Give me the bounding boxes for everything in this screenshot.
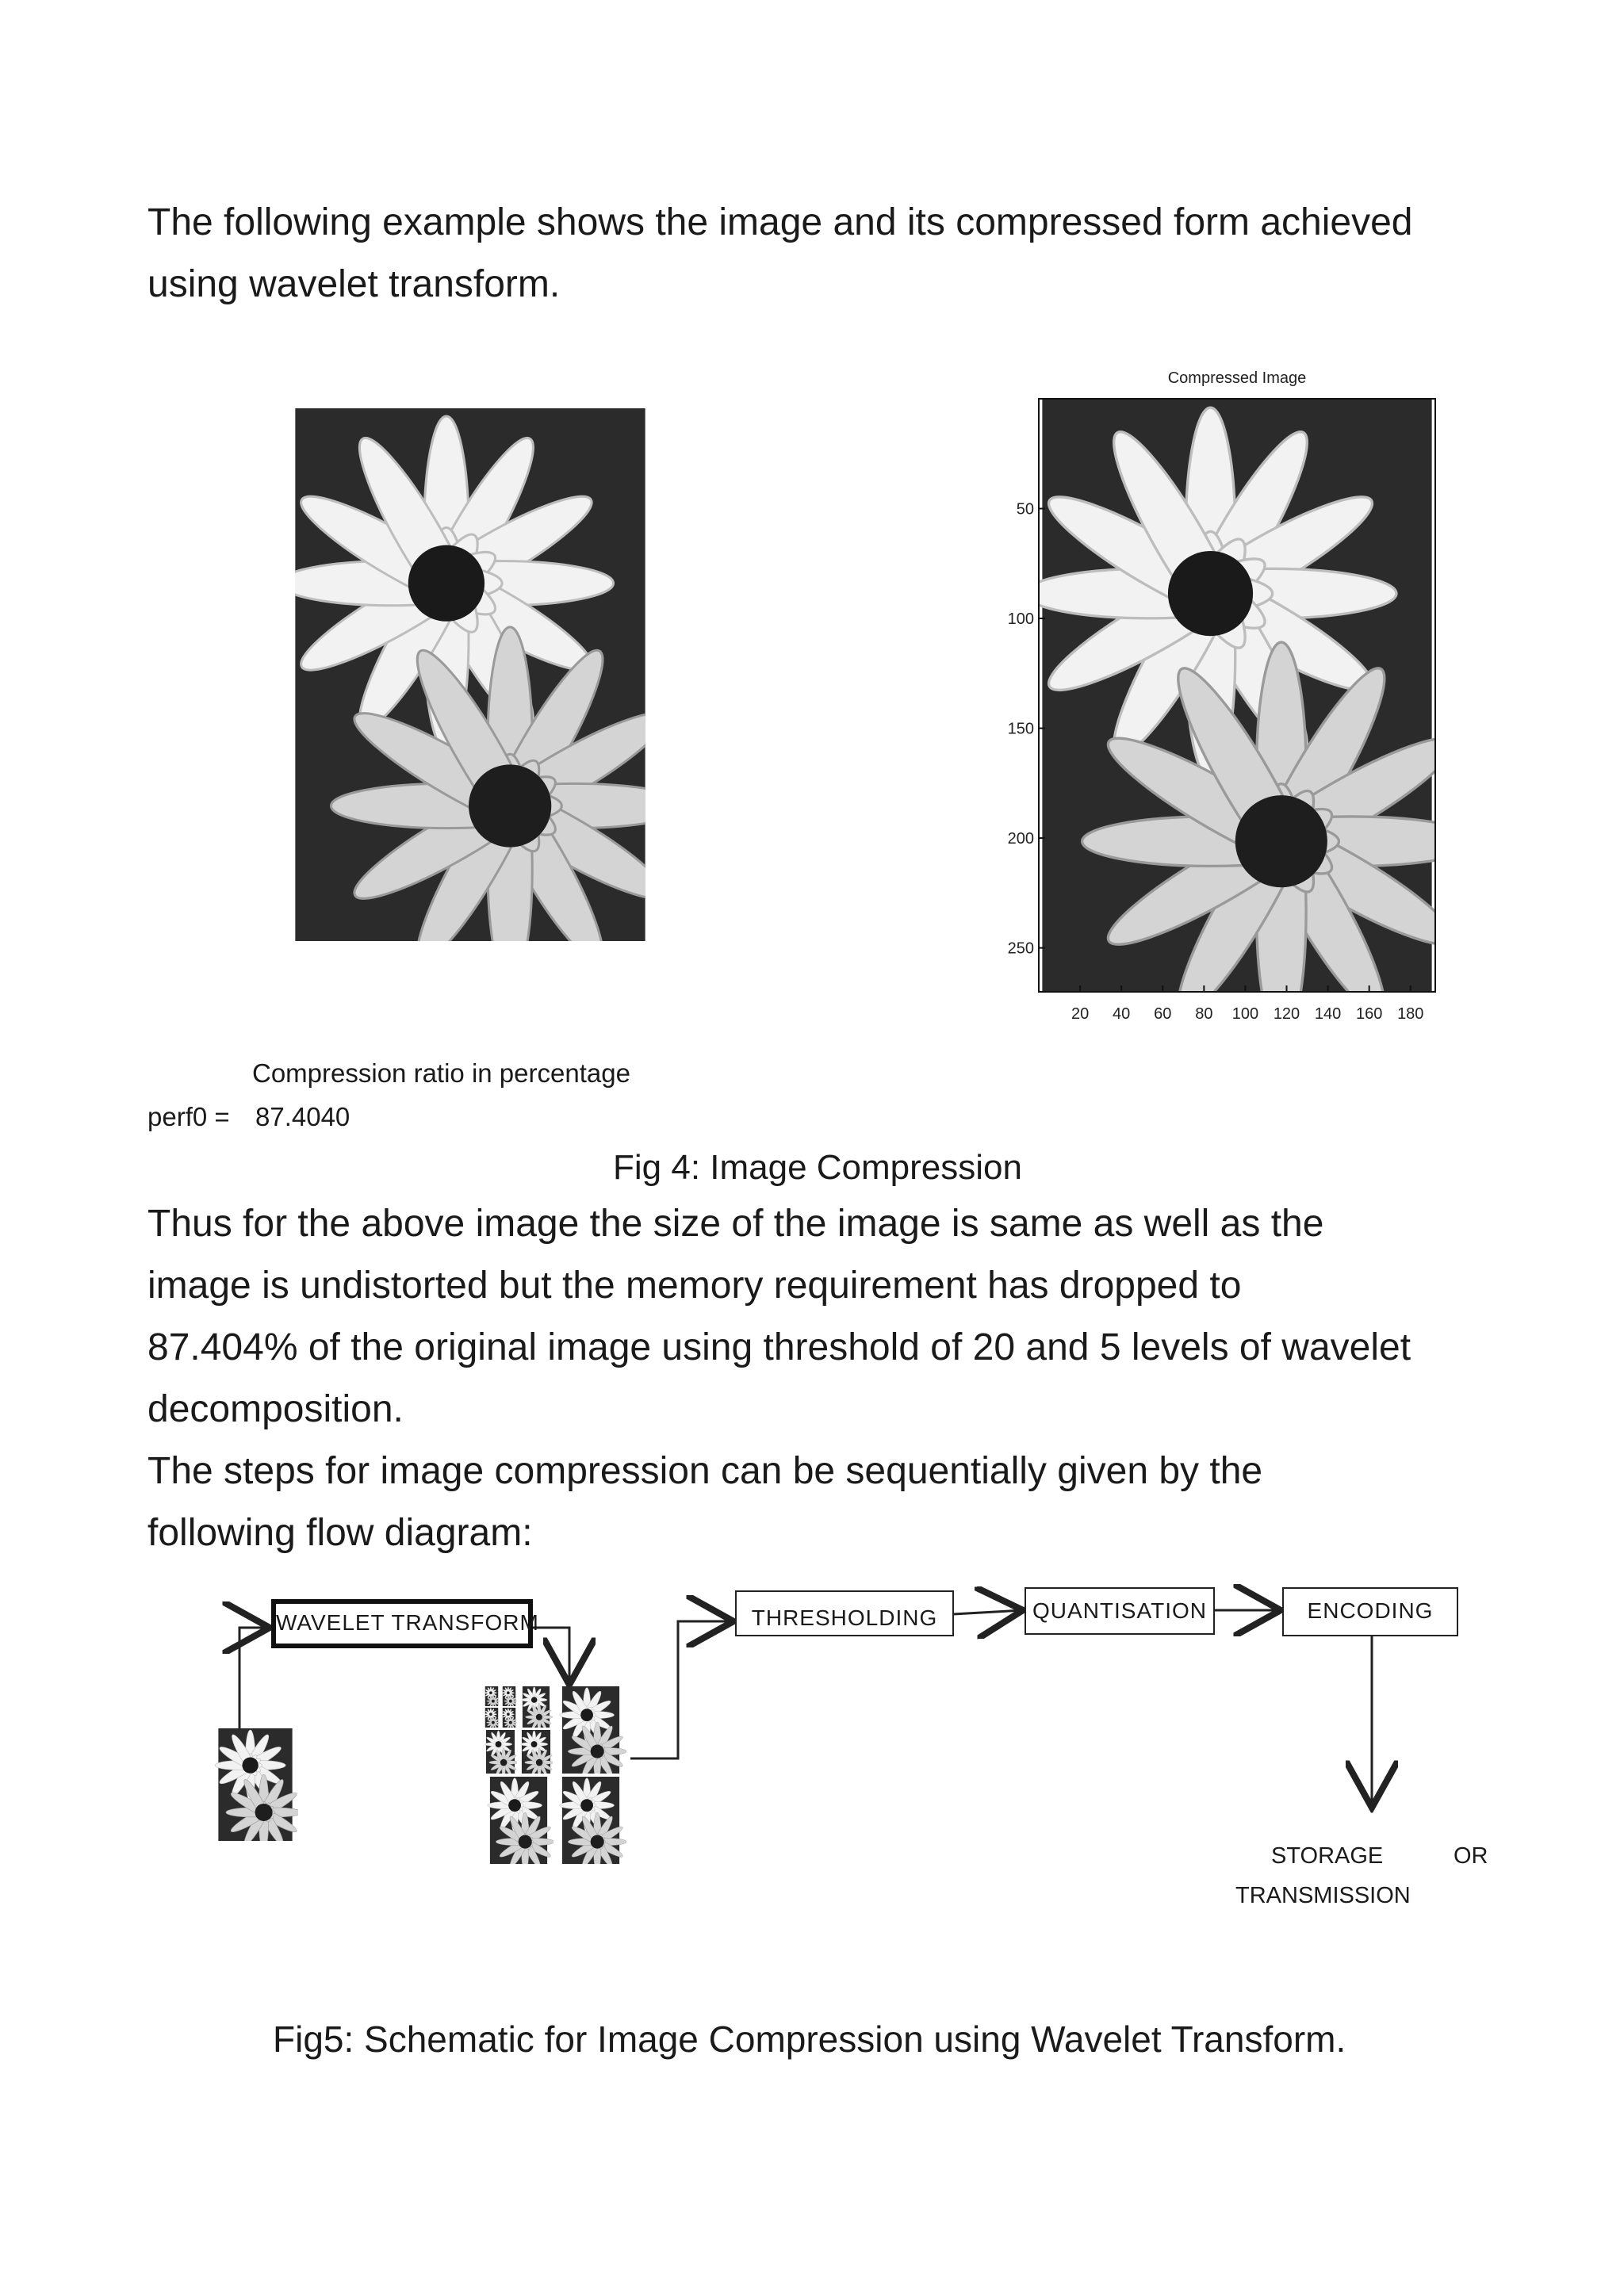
y-tick-label: 100 xyxy=(1007,610,1034,629)
perf-variable: perf0 = xyxy=(147,1102,230,1131)
wavelet-transform-box: WAVELET TRANSFORM xyxy=(271,1599,533,1648)
x-tick-label: 180 xyxy=(1397,1005,1424,1023)
y-tick-label: 50 xyxy=(1016,500,1034,519)
y-tick-label: 150 xyxy=(1007,720,1034,738)
x-tick-label: 60 xyxy=(1154,1005,1172,1023)
body-line-3: 87.404% of the original image using threshold of 20 and 5 levels of wavelet xyxy=(147,1326,1411,1368)
y-tick-label: 200 xyxy=(1007,830,1034,848)
x-tick-label: 20 xyxy=(1071,1005,1090,1023)
plot-title: Compressed Image xyxy=(1167,369,1307,387)
or-label: OR xyxy=(1454,1843,1488,1869)
x-tick-label: 80 xyxy=(1195,1005,1213,1023)
encoding-box: ENCODING xyxy=(1282,1587,1458,1636)
intro-line-2: using wavelet transform. xyxy=(147,263,561,305)
x-tick-label: 140 xyxy=(1314,1005,1342,1023)
wavelet-decomposition-mosaic xyxy=(481,1684,628,1866)
body-line-6: following flow diagram: xyxy=(147,1512,533,1554)
fig5-caption: Fig5: Schematic for Image Compression using Wavelet Transform. xyxy=(273,2019,1346,2060)
x-tick-label: 160 xyxy=(1355,1005,1383,1023)
body-line-2: image is undistorted but the memory requirement has dropped to xyxy=(147,1265,1242,1307)
compression-ratio-label: Compression ratio in percentage xyxy=(252,1058,630,1088)
x-tick-label: 40 xyxy=(1113,1005,1131,1023)
quantisation-box: QUANTISATION xyxy=(1025,1587,1215,1635)
x-tick-label: 100 xyxy=(1231,1005,1259,1023)
transmission-label: TRANSMISSION xyxy=(1235,1883,1411,1908)
storage-label: STORAGE xyxy=(1271,1843,1384,1869)
body-line-5: The steps for image compression can be sequentially given by the xyxy=(147,1450,1263,1492)
body-line-4: decomposition. xyxy=(147,1388,404,1430)
perf-value: 87.4040 xyxy=(255,1102,350,1131)
fig4-caption: Fig 4: Image Compression xyxy=(613,1148,1022,1187)
y-tick-label: 250 xyxy=(1007,939,1034,958)
input-thumbnail xyxy=(213,1728,298,1841)
x-tick-label: 120 xyxy=(1273,1005,1300,1023)
body-line-1: Thus for the above image the size of the image is same as well as the xyxy=(147,1203,1324,1245)
intro-line-1: The following example shows the image and its compressed form achieved xyxy=(147,201,1413,243)
thresholding-box: THRESHOLDING xyxy=(735,1590,954,1636)
